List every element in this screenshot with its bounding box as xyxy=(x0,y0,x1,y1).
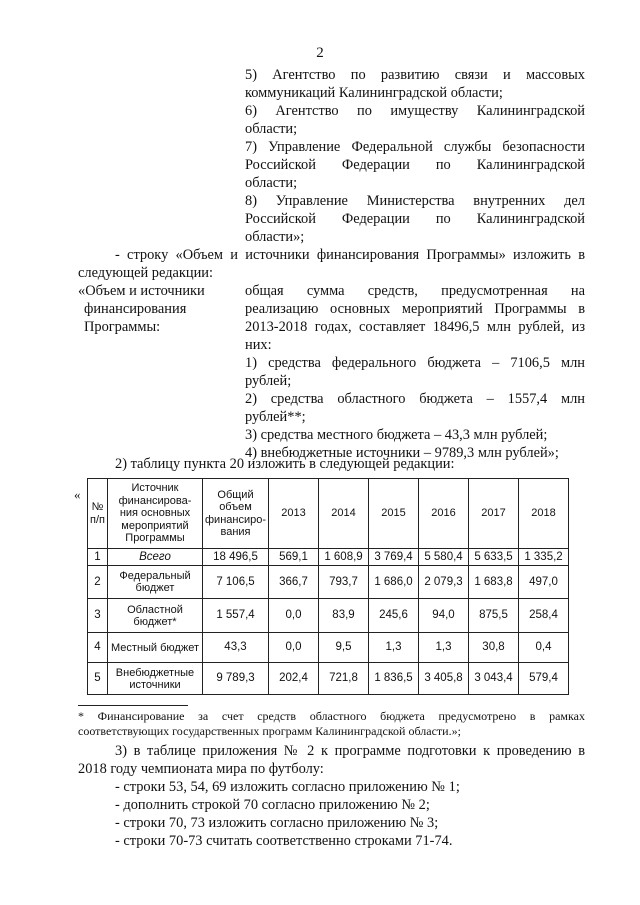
cell-total: 1 557,4 xyxy=(203,599,269,633)
funding-line: рублей**; xyxy=(245,409,306,425)
cell-value: 94,0 xyxy=(419,599,469,633)
funding-line: 1) средства федерального бюджета – 7106,5 млн xyxy=(245,355,585,371)
cell-value: 0,4 xyxy=(519,633,569,663)
agency-line: области; xyxy=(245,175,298,191)
instruction-line: - строку «Объем и источники финансирования Программы» изложить в xyxy=(115,247,585,263)
instruction-3 xyxy=(115,742,585,760)
instruction-line: 3) в таблице приложения № 2 к программе подготовки к проведению в xyxy=(115,743,585,759)
instruction-line: 2018 году чемпионата мира по футболу: xyxy=(78,761,324,777)
table-row xyxy=(88,663,569,695)
cell-total: 43,3 xyxy=(203,633,269,663)
cell-value: 721,8 xyxy=(319,663,369,695)
instruction-line: 2) таблицу пункта 20 изложить в следующей редакции: xyxy=(115,456,455,472)
cell-source: Внебюджетные источники xyxy=(108,663,203,695)
agency-item-5 xyxy=(245,66,585,102)
agency-item-7 xyxy=(245,138,585,192)
funding-label-line: финансирования xyxy=(84,301,187,317)
agency-line: области; xyxy=(245,121,298,137)
footnote xyxy=(78,709,585,739)
table-quote-mark: « xyxy=(74,487,81,502)
funding-line: 3) средства местного бюджета – 43,3 млн рублей; xyxy=(245,427,548,443)
cell-value: 245,6 xyxy=(369,599,419,633)
agency-line: Российской Федерации по Калининградской xyxy=(245,157,585,173)
table-row xyxy=(88,599,569,633)
header-total: Общий объем финансиро-вания xyxy=(203,479,269,549)
agency-line: области»; xyxy=(245,229,305,245)
cell-value: 1 335,2 xyxy=(519,549,569,566)
cell-value: 3 769,4 xyxy=(369,549,419,566)
cell-value: 366,7 xyxy=(269,566,319,599)
cell-value: 9,5 xyxy=(319,633,369,663)
funding-line: общая сумма средств, предусмотренная на xyxy=(245,283,585,299)
list-item: - строки 70, 73 изложить согласно приложению № 3; xyxy=(115,815,439,831)
agency-line: 7) Управление Федеральной службы безопасности xyxy=(245,139,585,155)
funding-table xyxy=(87,478,569,695)
funding-line: 4) внебюджетные источники – 9789,3 млн рублей»; xyxy=(245,445,559,461)
list-item: - строки 70-73 считать соответственно строками 71-74. xyxy=(115,833,453,849)
cell-num: 3 xyxy=(88,599,108,633)
list-item: - дополнить строкой 70 согласно приложению № 2; xyxy=(115,797,430,813)
agency-line: коммуникаций Калининградской области; xyxy=(245,85,503,101)
header-year: 2014 xyxy=(319,479,369,549)
agency-item-8 xyxy=(245,192,585,246)
funding-line: 2) средства областного бюджета – 1557,4 млн xyxy=(245,391,585,407)
agency-line: 5) Агентство по развитию связи и массовых xyxy=(245,67,585,83)
cell-value: 3 405,8 xyxy=(419,663,469,695)
cell-source: Областной бюджет* xyxy=(108,599,203,633)
bullet-list xyxy=(115,778,585,850)
cell-value: 2 079,3 xyxy=(419,566,469,599)
cell-total: 7 106,5 xyxy=(203,566,269,599)
header-year: 2017 xyxy=(469,479,519,549)
funding-line: них: xyxy=(245,337,272,353)
cell-total: 18 496,5 xyxy=(203,549,269,566)
cell-source: Федеральный бюджет xyxy=(108,566,203,599)
header-num: № п/п xyxy=(88,479,108,549)
header-year: 2013 xyxy=(269,479,319,549)
footnote-divider xyxy=(78,705,188,706)
table-row xyxy=(88,566,569,599)
cell-value: 30,8 xyxy=(469,633,519,663)
cell-num: 2 xyxy=(88,566,108,599)
agency-item-6 xyxy=(245,102,585,138)
cell-value: 202,4 xyxy=(269,663,319,695)
header-year: 2018 xyxy=(519,479,569,549)
cell-value: 1,3 xyxy=(419,633,469,663)
cell-value: 1 686,0 xyxy=(369,566,419,599)
cell-value: 5 633,5 xyxy=(469,549,519,566)
funding-text xyxy=(245,282,585,462)
cell-source: Всего xyxy=(108,549,203,566)
table-row xyxy=(88,549,569,566)
header-source: Источник финансирова-ния основных мероприятий Программы xyxy=(108,479,203,549)
cell-value: 0,0 xyxy=(269,633,319,663)
funding-line: реализацию основных мероприятий Программы в xyxy=(245,301,585,317)
cell-value: 1 608,9 xyxy=(319,549,369,566)
cell-value: 258,4 xyxy=(519,599,569,633)
cell-value: 579,4 xyxy=(519,663,569,695)
cell-value: 569,1 xyxy=(269,549,319,566)
cell-value: 83,9 xyxy=(319,599,369,633)
cell-source: Местный бюджет xyxy=(108,633,203,663)
instruction-1-cont xyxy=(78,264,585,282)
cell-value: 0,0 xyxy=(269,599,319,633)
cell-value: 5 580,4 xyxy=(419,549,469,566)
instruction-line: следующей редакции: xyxy=(78,265,213,281)
cell-value: 793,7 xyxy=(319,566,369,599)
agency-line: 6) Агентство по имуществу Калининградской xyxy=(245,103,585,119)
cell-value: 875,5 xyxy=(469,599,519,633)
cell-value: 1 836,5 xyxy=(369,663,419,695)
page-number: 2 xyxy=(316,45,324,61)
table-header-row xyxy=(88,479,569,549)
funding-line: 2013-2018 годах, составляет 18496,5 млн рублей, из xyxy=(245,319,585,335)
header-year: 2015 xyxy=(369,479,419,549)
funding-line: рублей; xyxy=(245,373,292,389)
instruction-1 xyxy=(115,246,585,264)
agency-line: 8) Управление Министерства внутренних дел xyxy=(245,193,585,209)
cell-value: 1,3 xyxy=(369,633,419,663)
instruction-3-cont xyxy=(78,760,585,778)
cell-num: 5 xyxy=(88,663,108,695)
footnote-line: * Финансирование за счет средств областного бюджета предусмотрено в рамках xyxy=(78,709,585,723)
table-row xyxy=(88,633,569,663)
list-item: - строки 53, 54, 69 изложить согласно приложению № 1; xyxy=(115,779,460,795)
funding-label-line: «Объем и источники xyxy=(78,283,205,299)
cell-value: 3 043,4 xyxy=(469,663,519,695)
instruction-2 xyxy=(115,455,585,473)
funding-label-line: Программы: xyxy=(84,319,161,335)
cell-num: 1 xyxy=(88,549,108,566)
agency-line: Российской Федерации по Калининградской xyxy=(245,211,585,227)
header-year: 2016 xyxy=(419,479,469,549)
footnote-line: соответствующих государственных программ Калининградской области.»; xyxy=(78,724,461,738)
cell-value: 1 683,8 xyxy=(469,566,519,599)
cell-total: 9 789,3 xyxy=(203,663,269,695)
funding-label xyxy=(78,282,238,336)
cell-value: 497,0 xyxy=(519,566,569,599)
cell-num: 4 xyxy=(88,633,108,663)
